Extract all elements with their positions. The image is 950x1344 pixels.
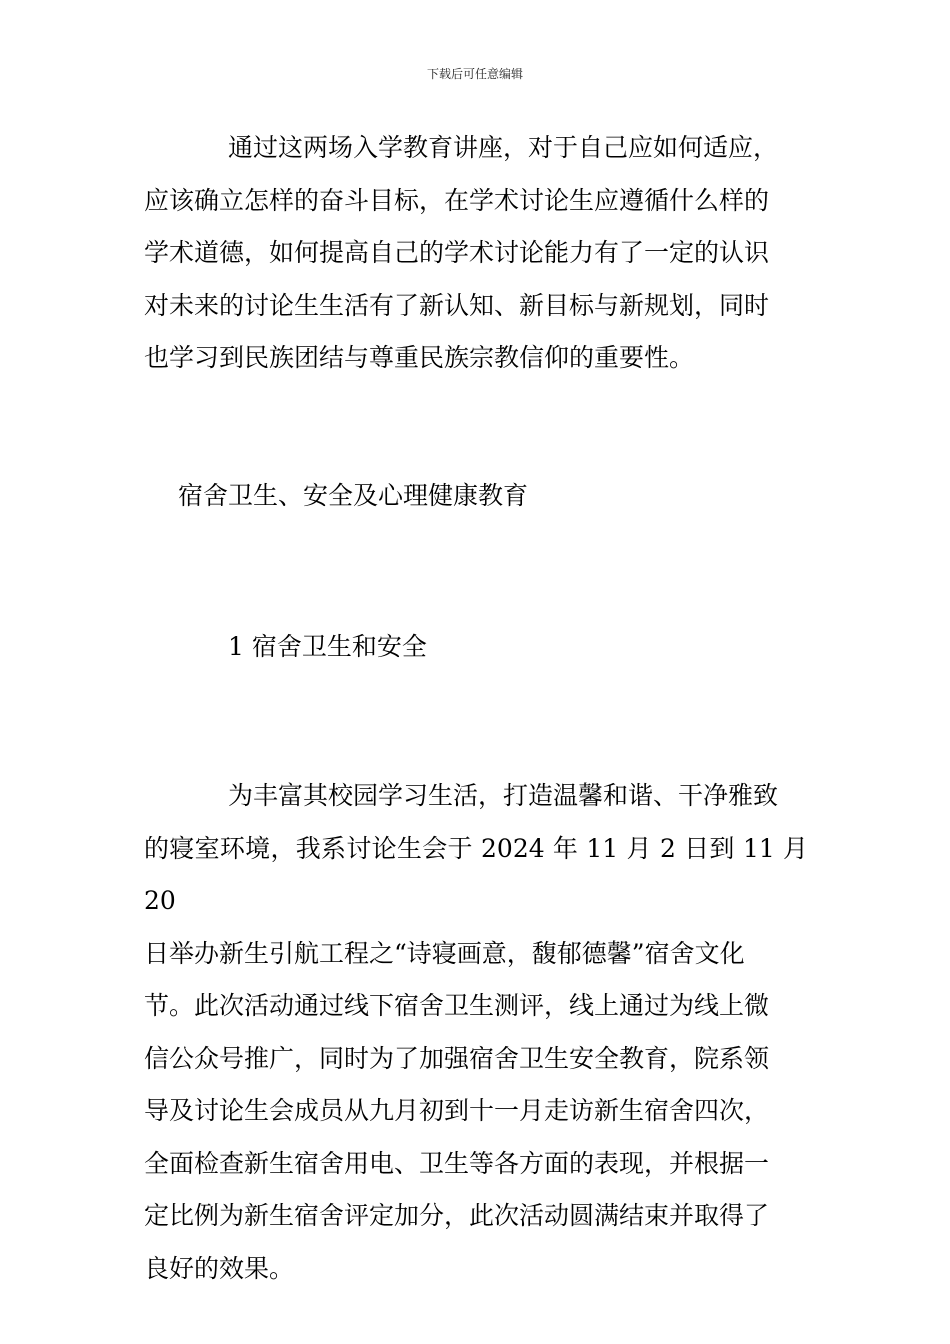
paragraph-line: 也学习到民族团结与尊重民族宗教信仰的重要性。 <box>144 343 695 372</box>
paragraph-line: 全面检查新生宿舍用电、卫生等各方面的表现，并根据一 <box>144 1148 770 1178</box>
paragraph-line: 节。此次活动通过线下宿舍卫生测评，线上通过为线上微 <box>144 991 770 1020</box>
section-heading: 宿舍卫生、安全及心理健康教育 <box>178 481 529 510</box>
paragraph-line: 学术道德，如何提高自己的学术讨论能力有了一定的认识 <box>144 238 770 267</box>
paragraph-dorm-culture <box>144 770 808 1295</box>
page-header: 下载后可任意编辑 <box>426 67 523 81</box>
paragraph-line: 定比例为新生宿舍评定加分，此次活动圆满结束并取得了 <box>144 1201 770 1230</box>
paragraph-intro-lectures <box>144 122 808 385</box>
paragraph-line: 对未来的讨论生生活有了新认知、新目标与新规划，同时 <box>144 290 770 320</box>
paragraph-line: 为丰富其校园学习生活，打造温馨和谐、干净雅致 <box>228 781 779 810</box>
paragraph-line: 日举办新生引航工程之“诗寝画意，馥郁德馨”宿舍文化 <box>144 938 745 968</box>
paragraph-line: 应该确立怎样的奋斗目标，在学术讨论生应遵循什么样的 <box>144 185 770 215</box>
paragraph-line: 通过这两场入学教育讲座，对于自己应如何适应， <box>228 133 779 162</box>
paragraph-line: 良好的效果。 <box>144 1253 295 1283</box>
paragraph-line: 导及讨论生会成员从九月初到十一月走访新生宿舍四次， <box>144 1096 770 1125</box>
subsection-heading: 1 宿舍卫生和安全 <box>228 632 427 661</box>
paragraph-line: 的寝室环境，我系讨论生会于 2024 年 11 月 2 日到 11 月 20 <box>144 833 808 915</box>
paragraph-line: 信公众号推广，同时为了加强宿舍卫生安全教育，院系领 <box>144 1043 770 1073</box>
